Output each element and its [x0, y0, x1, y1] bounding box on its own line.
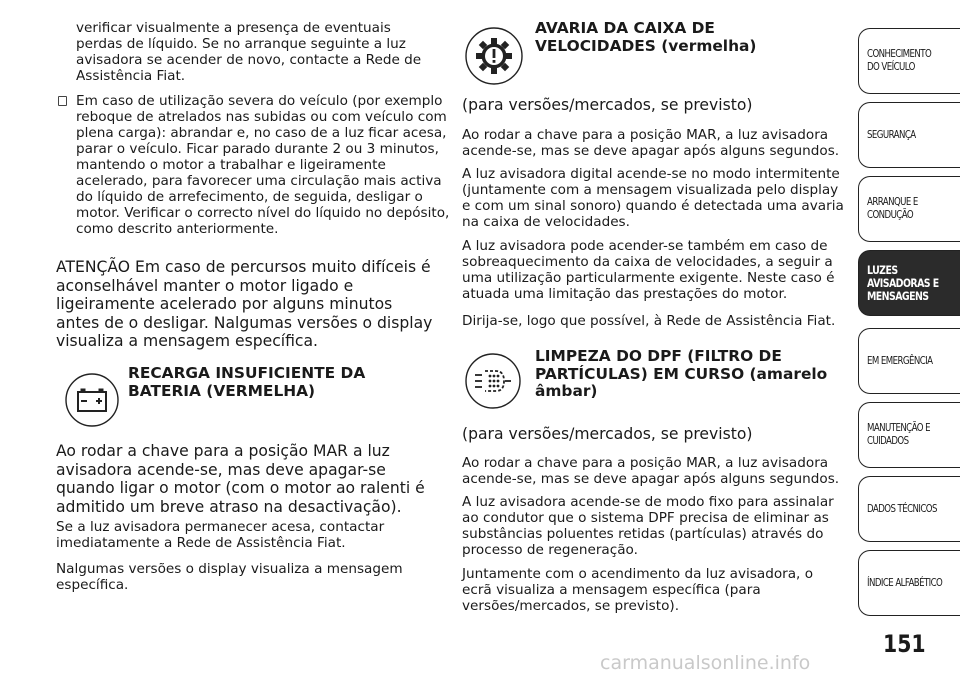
- dpf-heading-color: (amarelo âmbar): [535, 364, 828, 400]
- tab-manutencao[interactable]: MANUTENÇÃO E CUIDADOS: [858, 402, 960, 468]
- gearbox-paragraph-3: A luz avisadora pode acender-se também em caso de sobreaquecimento da caixa de velocidades, a seguir a uma utilização particularmente exigente. Neste caso é atuada uma limitação das prestações do motor.: [462, 238, 835, 302]
- tab-seguranca[interactable]: SEGURANÇA: [858, 102, 960, 168]
- dpf-heading-main: LIMPEZA DO DPF (FILTRO DE PARTÍCULAS) EM CURSO: [535, 347, 782, 383]
- watermark: carmanualsonline.info: [600, 652, 811, 674]
- battery-paragraph-1: Ao rodar a chave para a posição MAR a luz avisadora acende-se, mas deve apagar-se quando ligar o motor (com o motor ao ralenti é admitido um breve atraso na desactivação).: [56, 442, 425, 516]
- battery-warning-icon: [64, 372, 120, 432]
- bullet-checkbox-icon: [58, 96, 67, 106]
- gearbox-paragraph-1: Ao rodar a chave para a posição MAR, a luz avisadora acende-se, mas se deve apagar após alguns segundos.: [462, 127, 840, 159]
- gearbox-versions: (para versões/mercados, se previsto): [462, 96, 753, 114]
- warning-paragraph: ATENÇÃO Em caso de percursos muito difíceis é aconselhável manter o motor ligado e ligeiramente acelerado por alguns minutos antes de o desligar. Nalgumas versões o display visualiza a mensagem específica.: [56, 258, 433, 350]
- gearbox-heading-main: AVARIA DA CAIXA DE VELOCIDADES: [535, 19, 715, 55]
- battery-paragraph-3: Nalgumas versões o display visualiza a mensagem específica.: [56, 561, 403, 593]
- gearbox-fault-icon: [464, 26, 524, 90]
- dpf-paragraph-1: Ao rodar a chave para a posição MAR, a luz avisadora acende-se, mas se deve apagar após alguns segundos.: [462, 455, 840, 487]
- bullet-item: [56, 93, 460, 237]
- gearbox-paragraph-2: A luz avisadora digital acende-se no modo intermitente (juntamente com a mensagem visualizada pelo display e com um sinal sonoro) quando é detectada uma avaria na caixa de velocidades.: [462, 166, 844, 230]
- dpf-heading: [535, 348, 840, 401]
- intro-paragraph: verificar visualmente a presença de eventuais perdas de líquido. Se no arranque seguinte a luz avisadora se acender de novo, contacte a Rede de Assistência Fiat.: [76, 20, 422, 84]
- page-number: 151: [883, 630, 926, 658]
- tab-dados-tecnicos[interactable]: DADOS TÉCNICOS: [858, 476, 960, 542]
- tab-arranque[interactable]: ARRANQUE E CONDUÇÃO: [858, 176, 960, 242]
- tab-indice[interactable]: ÍNDICE ALFABÉTICO: [858, 550, 960, 616]
- bullet-text: Em caso de utilização severa do veículo (por exemplo reboque de atrelados nas subidas ou com veículo com plena carga): abrandar e, no caso de a luz ficar acesa, parar o veículo. Ficar parado durante 2 ou 3 minutos, mantendo o motor a trabalhar e ligeiramente acelerado, para favorecer uma circulação mais activa do líquido de arrefecimento, de seguida, desligar o motor. Verificar o correcto nível do líquido no depósito, como descrito anteriormente.: [76, 93, 450, 237]
- dpf-paragraph-3: Juntamente com o acendimento da luz avisadora, o ecrã visualiza a mensagem específica (para versões/mercados, se previsto).: [462, 566, 814, 614]
- gearbox-heading-color: (vermelha): [661, 36, 757, 55]
- battery-heading: RECARGA INSUFICIENTE DA BATERIA (VERMELHA): [128, 364, 366, 400]
- gearbox-heading: [535, 20, 835, 55]
- tab-luzes-avisadoras[interactable]: LUZES AVISADORAS E MENSAGENS: [858, 250, 960, 316]
- tab-emergencia[interactable]: EM EMERGÊNCIA: [858, 328, 960, 394]
- dpf-paragraph-2: A luz avisadora acende-se de modo fixo para assinalar ao condutor que o sistema DPF precisa de eliminar as substâncias poluentes retidas (partículas) através do processo de regeneração.: [462, 494, 834, 558]
- dpf-cleaning-icon: [464, 352, 522, 414]
- dpf-versions: (para versões/mercados, se previsto): [462, 425, 753, 443]
- tab-conhecimento[interactable]: CONHECIMENTO DO VEÍCULO: [858, 28, 960, 94]
- battery-paragraph-2: Se a luz avisadora permanecer acesa, contactar imediatamente a Rede de Assistência Fiat.: [56, 519, 385, 551]
- gearbox-paragraph-4: Dirija-se, logo que possível, à Rede de Assistência Fiat.: [462, 313, 836, 329]
